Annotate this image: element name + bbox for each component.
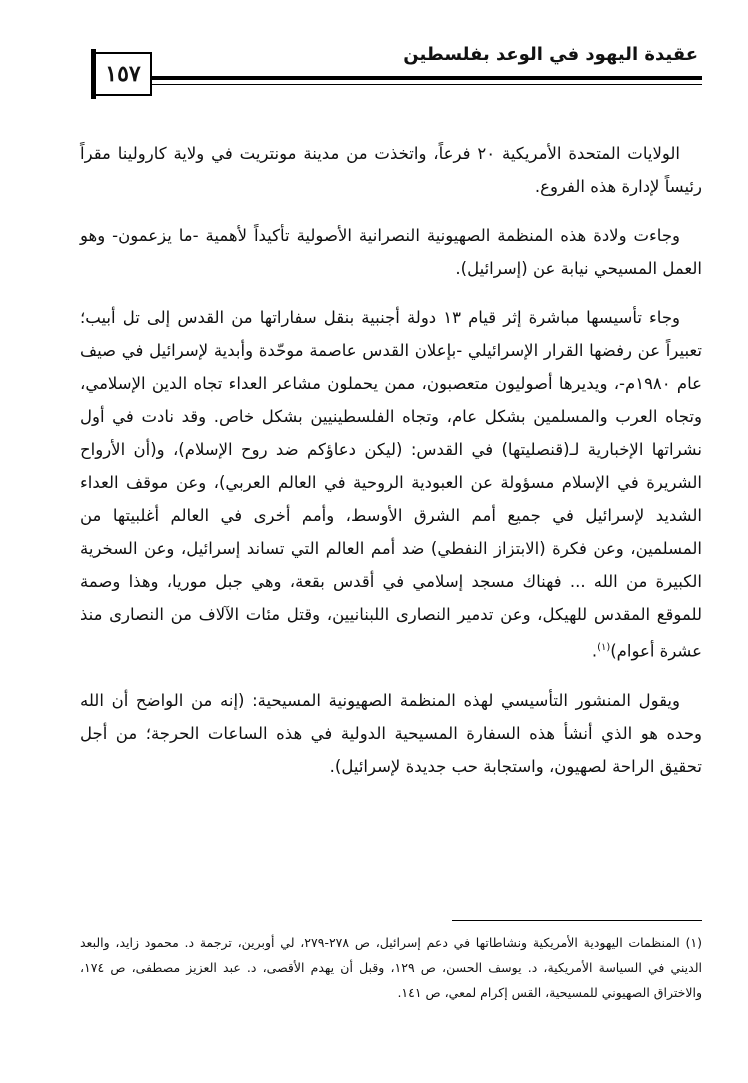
paragraph: وجاء تأسيسها مباشرة إثر قيام ١٣ دولة أجنبية بنقل سفاراتها من القدس إلى تل أبيب؛ تعبيراً عن رفضها القرار الإسرائيلي -بإعلان القدس عاصمة موحّدة وأبدية لإسرائيل في صيف عام ١٩٨٠م-، ويديرها أصوليون متعصبون، ممن يحملون مشاعر العداء تجاه الدين الإسلامي، وتجاه العرب والمسلمين بشكل عام، وتجاه الفلسطينيين بشكل خاص. وقد نادت في أول نشراتها الإخبارية لـ(قنصليتها) في القدس: (ليكن دعاؤكم ضد روح الإسلام)، و(أن الأرواح الشريرة في الإسلام مسؤولة عن العبودية الروحية في العالم العربي)، وعن موقف العداء الشديد لإسرائيل في جميع أمم الشرق الأوسط، وأمم أخرى في العالم أغلبيتها من المسلمين، وعن فكرة (الابتزاز النفطي) ضد أمم العالم التي تساند إسرائيل، وعن السخرية الكبيرة من الله ... فهناك مسجد إسلامي في أقدس بقعة، وهي جبل موريا، وهذا وصمة للموقع المقدس للهيكل، وعن تدمير النصارى اللبنانيين، وقتل مئات الآلاف من النصارى منذ عشرة أعوام)$^{(١)}$. xyxy=(80,308,702,661)
paragraph: وجاءت ولادة هذه المنظمة الصهيونية النصرانية الأصولية تأكيداً لأهمية -ما يزعمون- وهو العمل المسيحي نيابة عن (إسرائيل). xyxy=(80,226,702,278)
paragraph: الولايات المتحدة الأمريكية ٢٠ فرعاً، واتخذت من مدينة مونتريت في ولاية كارولينا مقراً رئيساً لإدارة هذه الفروع. xyxy=(80,144,702,196)
page-number xyxy=(94,52,152,96)
main-text xyxy=(80,137,702,799)
header-rule-thin xyxy=(152,84,702,85)
footnote-separator xyxy=(452,920,702,921)
footnote-text: (١) المنظمات اليهودية الأمريكية ونشاطاتها في دعم إسرائيل، ص ٢٧٨-٢٧٩، لي أوبرين، ترجمة د. محمود زايد، والبعد الديني في السياسة الأمريكية، د. يوسف الحسن، ص ١٢٩، وقبل أن يهدم الأقصى، د. عبد العزيز مصطفى، ص ١٧٤، والاختراق الصهيوني للمسيحية، القس إكرام لمعي، ص ١٤١. xyxy=(80,935,702,1000)
paragraph: ويقول المنشور التأسيسي لهذه المنظمة الصهيونية المسيحية: (إنه من الواضح أن الله وحده هو الذي أنشأ هذه السفارة المسيحية الدولية في هذه الساعات الحرجة؛ من أجل تحقيق الراحة لصهيون، واستجابة حب جديدة لإسرائيل). xyxy=(80,690,702,776)
paragraph-text: وجاء تأسيسها مباشرة إثر قيام ١٣ دولة أجنبية بنقل سفاراتها من القدس إلى تل أبيب؛ تعبيراً عن رفضها القرار الإسرائيلي -بإعلان القدس عاصمة موحّدة وأبدية لإسرائيل في صيف عام ١٩٨٠م-، ويديرها أصوليون متعصبون، ممن يحملون مشاعر العداء تجاه الدين الإسلامي، وتجاه العرب والمسلمين بشكل عام، وتجاه الفلسطينيين بشكل خاص. وقد نادت في أول نشراتها الإخبارية لـ(قنصليتها) في القدس: (ليكن دعاؤكم ضد روح الإسلام)، و(أن الأرواح الشريرة في الإسلام مسؤولة عن العبودية الروحية في العالم العربي)، وعن موقف العداء الشديد لإسرائيل في جميع أمم الشرق الأوسط، وأمم أخرى في العالم أغلبيتها من المسلمين، وعن فكرة (الابتزاز النفطي) ضد أمم العالم التي تساند إسرائيل، وعن السخرية الكبيرة من الله ... فهناك مسجد إسلامي في أقدس بقعة، وهي جبل موريا، وهذا وصمة للموقع المقدس للهيكل، وعن تدمير النصارى اللبنانيين، وقتل مئات الآلاف من النصارى منذ عشرة أعوام) xyxy=(80,308,702,661)
header-rule-thick xyxy=(152,76,702,80)
footnote xyxy=(80,930,702,1005)
page-number-text: ١٥٧ xyxy=(105,61,141,87)
footnote-reference: (١) xyxy=(597,642,611,653)
running-title: عقيدة اليهود في الوعد بفلسطين xyxy=(403,44,698,65)
page-header xyxy=(90,40,702,100)
